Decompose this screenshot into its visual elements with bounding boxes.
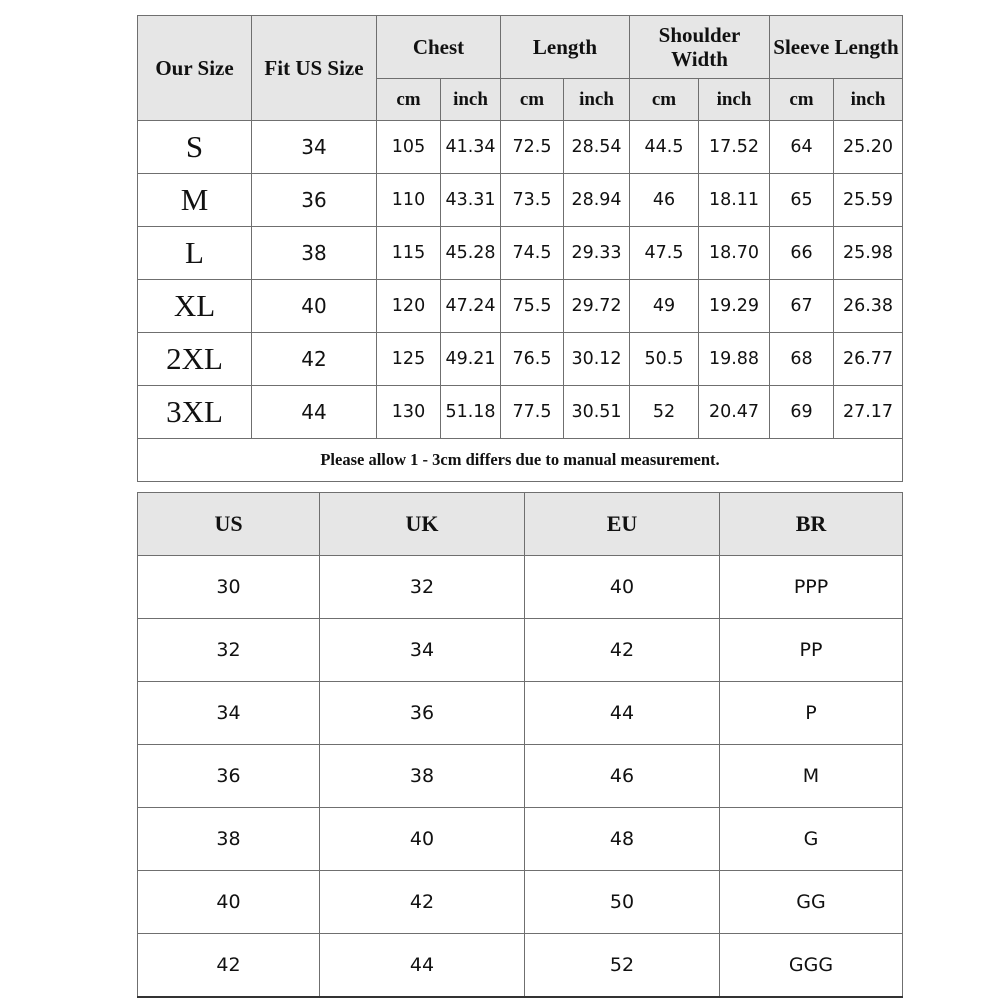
table-row [138,808,903,871]
us-cell: 40 [138,871,320,934]
shoulder-cm-cell: 46 [630,174,699,227]
eu-cell: 48 [525,808,720,871]
uk-cell: 36 [320,682,525,745]
unit-cm: cm [630,79,699,121]
sleeve-cm-cell: 64 [770,121,834,174]
us-cell: 38 [138,808,320,871]
table-row [138,619,903,682]
shoulder-inch-cell: 19.29 [699,280,770,333]
our-size-cell: M [138,174,252,227]
size-row-m [138,174,903,227]
our-size-cell: S [138,121,252,174]
eu-cell: 52 [525,934,720,998]
br-cell: M [720,745,903,808]
size-row-2xl [138,333,903,386]
length-inch-cell: 28.94 [564,174,630,227]
eu-cell: 42 [525,619,720,682]
length-inch-cell: 29.33 [564,227,630,280]
size-conversion-table [137,492,903,998]
length-cm-cell: 72.5 [501,121,564,174]
us-cell: 32 [138,619,320,682]
length-inch-cell: 28.54 [564,121,630,174]
uk-cell: 42 [320,871,525,934]
unit-cm: cm [501,79,564,121]
header-us: US [138,493,320,556]
fit-us-size-cell: 38 [252,227,377,280]
chest-cm-cell: 105 [377,121,441,174]
length-inch-cell: 29.72 [564,280,630,333]
chest-inch-cell: 45.28 [441,227,501,280]
shoulder-cm-cell: 47.5 [630,227,699,280]
our-size-cell: L [138,227,252,280]
shoulder-cm-cell: 44.5 [630,121,699,174]
sleeve-inch-cell: 27.17 [834,386,903,439]
unit-inch: inch [564,79,630,121]
br-cell: G [720,808,903,871]
br-cell: GG [720,871,903,934]
fit-us-size-cell: 34 [252,121,377,174]
eu-cell: 40 [525,556,720,619]
size-row-3xl [138,386,903,439]
shoulder-cm-cell: 50.5 [630,333,699,386]
chest-cm-cell: 125 [377,333,441,386]
uk-cell: 38 [320,745,525,808]
size-row-xl [138,280,903,333]
size-row-s [138,121,903,174]
chest-inch-cell: 47.24 [441,280,501,333]
sleeve-cm-cell: 68 [770,333,834,386]
length-cm-cell: 75.5 [501,280,564,333]
table-row [138,934,903,998]
shoulder-inch-cell: 17.52 [699,121,770,174]
length-inch-cell: 30.12 [564,333,630,386]
uk-cell: 40 [320,808,525,871]
unit-inch: inch [699,79,770,121]
unit-inch: inch [441,79,501,121]
chest-cm-cell: 110 [377,174,441,227]
our-size-cell: 2XL [138,333,252,386]
fit-us-size-cell: 36 [252,174,377,227]
uk-cell: 44 [320,934,525,998]
eu-cell: 46 [525,745,720,808]
header-eu: EU [525,493,720,556]
sleeve-cm-cell: 69 [770,386,834,439]
chest-cm-cell: 120 [377,280,441,333]
length-inch-cell: 30.51 [564,386,630,439]
unit-cm: cm [770,79,834,121]
shoulder-inch-cell: 20.47 [699,386,770,439]
fit-us-size-cell: 40 [252,280,377,333]
chest-inch-cell: 51.18 [441,386,501,439]
eu-cell: 44 [525,682,720,745]
br-cell: PPP [720,556,903,619]
us-cell: 30 [138,556,320,619]
shoulder-inch-cell: 18.11 [699,174,770,227]
us-cell: 36 [138,745,320,808]
fit-us-size-cell: 44 [252,386,377,439]
eu-cell: 50 [525,871,720,934]
sleeve-inch-cell: 25.20 [834,121,903,174]
shoulder-cm-cell: 52 [630,386,699,439]
us-cell: 42 [138,934,320,998]
chest-inch-cell: 49.21 [441,333,501,386]
shoulder-cm-cell: 49 [630,280,699,333]
our-size-cell: XL [138,280,252,333]
size-row-l [138,227,903,280]
header-br: BR [720,493,903,556]
sleeve-cm-cell: 67 [770,280,834,333]
table-row [138,556,903,619]
sleeve-inch-cell: 25.59 [834,174,903,227]
header-shoulder-width: Shoulder Width [630,16,770,79]
us-cell: 34 [138,682,320,745]
measurement-note: Please allow 1 - 3cm differs due to manual measurement. [138,439,903,482]
chest-cm-cell: 130 [377,386,441,439]
chest-inch-cell: 43.31 [441,174,501,227]
header-fit-us-size: Fit US Size [252,16,377,121]
shoulder-inch-cell: 18.70 [699,227,770,280]
sleeve-inch-cell: 26.77 [834,333,903,386]
br-cell: P [720,682,903,745]
header-length: Length [501,16,630,79]
sleeve-inch-cell: 26.38 [834,280,903,333]
table-row [138,871,903,934]
fit-us-size-cell: 42 [252,333,377,386]
shoulder-inch-cell: 19.88 [699,333,770,386]
header-sleeve-length: Sleeve Length [770,16,903,79]
our-size-cell: 3XL [138,386,252,439]
length-cm-cell: 74.5 [501,227,564,280]
size-chart-table [137,15,903,482]
sleeve-inch-cell: 25.98 [834,227,903,280]
sleeve-cm-cell: 66 [770,227,834,280]
length-cm-cell: 76.5 [501,333,564,386]
chest-cm-cell: 115 [377,227,441,280]
header-chest: Chest [377,16,501,79]
uk-cell: 32 [320,556,525,619]
br-cell: PP [720,619,903,682]
sleeve-cm-cell: 65 [770,174,834,227]
length-cm-cell: 73.5 [501,174,564,227]
unit-cm: cm [377,79,441,121]
table-row [138,745,903,808]
table-row [138,682,903,745]
br-cell: GGG [720,934,903,998]
header-our-size: Our Size [138,16,252,121]
header-uk: UK [320,493,525,556]
unit-inch: inch [834,79,903,121]
chest-inch-cell: 41.34 [441,121,501,174]
length-cm-cell: 77.5 [501,386,564,439]
uk-cell: 34 [320,619,525,682]
